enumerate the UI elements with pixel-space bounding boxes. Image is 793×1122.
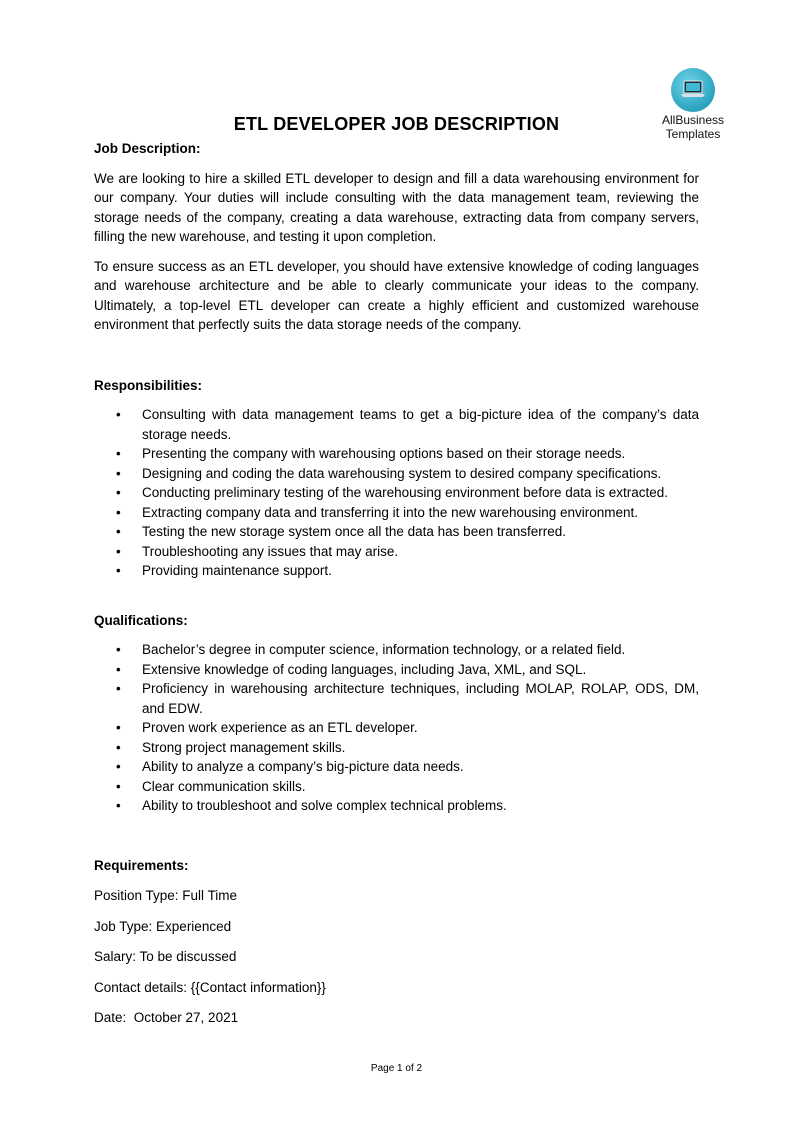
requirement-contact-details: Contact details: {{Contact information}}: [94, 979, 326, 995]
requirement-position-type: Position Type: Full Time: [94, 888, 238, 903]
list-item: • Ability to troubleshoot and solve complex technical problems.: [116, 798, 507, 813]
qualifications-heading: Qualifications:: [94, 612, 188, 628]
requirement-job-type: Job Type: Experienced: [94, 918, 232, 934]
list-item: • Testing the new storage system once all the data has been transferred.: [116, 524, 566, 539]
requirement-date: Date: October 27, 2021: [94, 1010, 239, 1025]
document-body: [94, 139, 699, 1028]
requirement-salary: Salary: To be discussed: [94, 949, 237, 964]
list-item: • Bachelor’s degree in computer science, information technology, or a related field.: [116, 642, 626, 657]
list-item: • Extensive knowledge of coding languages, including Java, XML, and SQL.: [116, 661, 587, 677]
job-description-paragraph: To ensure success as an ETL developer, you should have extensive knowledge of coding languages and warehouse architecture and be able to clearly communicate your ideas to the company. Ultimately, a top-level ETL developer can create a highly efficient and customized warehouse environment that perfectly suits the data storage needs of the company.: [94, 258, 699, 332]
list-item: • Designing and coding the data warehousing system to desired company specifications.: [116, 465, 662, 481]
list-item: • Consulting with data management teams to get a big-picture idea of the company’s data storage needs.: [116, 407, 699, 442]
list-item: • Troubleshooting any issues that may arise.: [116, 543, 399, 559]
list-item: • Clear communication skills.: [116, 778, 306, 794]
laptop-icon: [671, 68, 715, 112]
list-item: • Providing maintenance support.: [116, 563, 332, 578]
logo-text-line1: AllBusiness: [661, 113, 725, 127]
list-item: • Proven work experience as an ETL developer.: [116, 720, 418, 735]
job-description-paragraph: We are looking to hire a skilled ETL developer to design and fill a data warehousing environment for our company. Your duties will include consulting with the data management team, reviewing the storage needs of the company, creating a data warehouse, extracting data from company servers, filling the new warehouse, and testing it upon completion.: [94, 170, 699, 244]
list-item: • Presenting the company with warehousing options based on their storage needs.: [116, 446, 626, 461]
responsibilities-list: [94, 405, 699, 581]
list-item: • Ability to analyze a company’s big-picture data needs.: [116, 759, 464, 774]
list-item: • Strong project management skills.: [116, 739, 346, 755]
logo-text-line2: Templates: [665, 127, 721, 141]
qualifications-list: [94, 640, 699, 816]
list-item: • Conducting preliminary testing of the warehousing environment before data is extracted.: [116, 485, 669, 500]
page-number-footer: Page 1 of 2: [370, 1063, 423, 1074]
page-title: ETL DEVELOPER JOB DESCRIPTION: [233, 114, 560, 134]
list-item: • Proficiency in warehousing architecture techniques, including MOLAP, ROLAP, ODS, DM, and EDW.: [116, 681, 699, 716]
responsibilities-heading: Responsibilities:: [94, 377, 203, 393]
job-description-heading: Job Description:: [94, 141, 201, 156]
list-item: • Extracting company data and transferring it into the new warehousing environment.: [116, 504, 639, 520]
requirements-heading: Requirements:: [94, 857, 189, 873]
